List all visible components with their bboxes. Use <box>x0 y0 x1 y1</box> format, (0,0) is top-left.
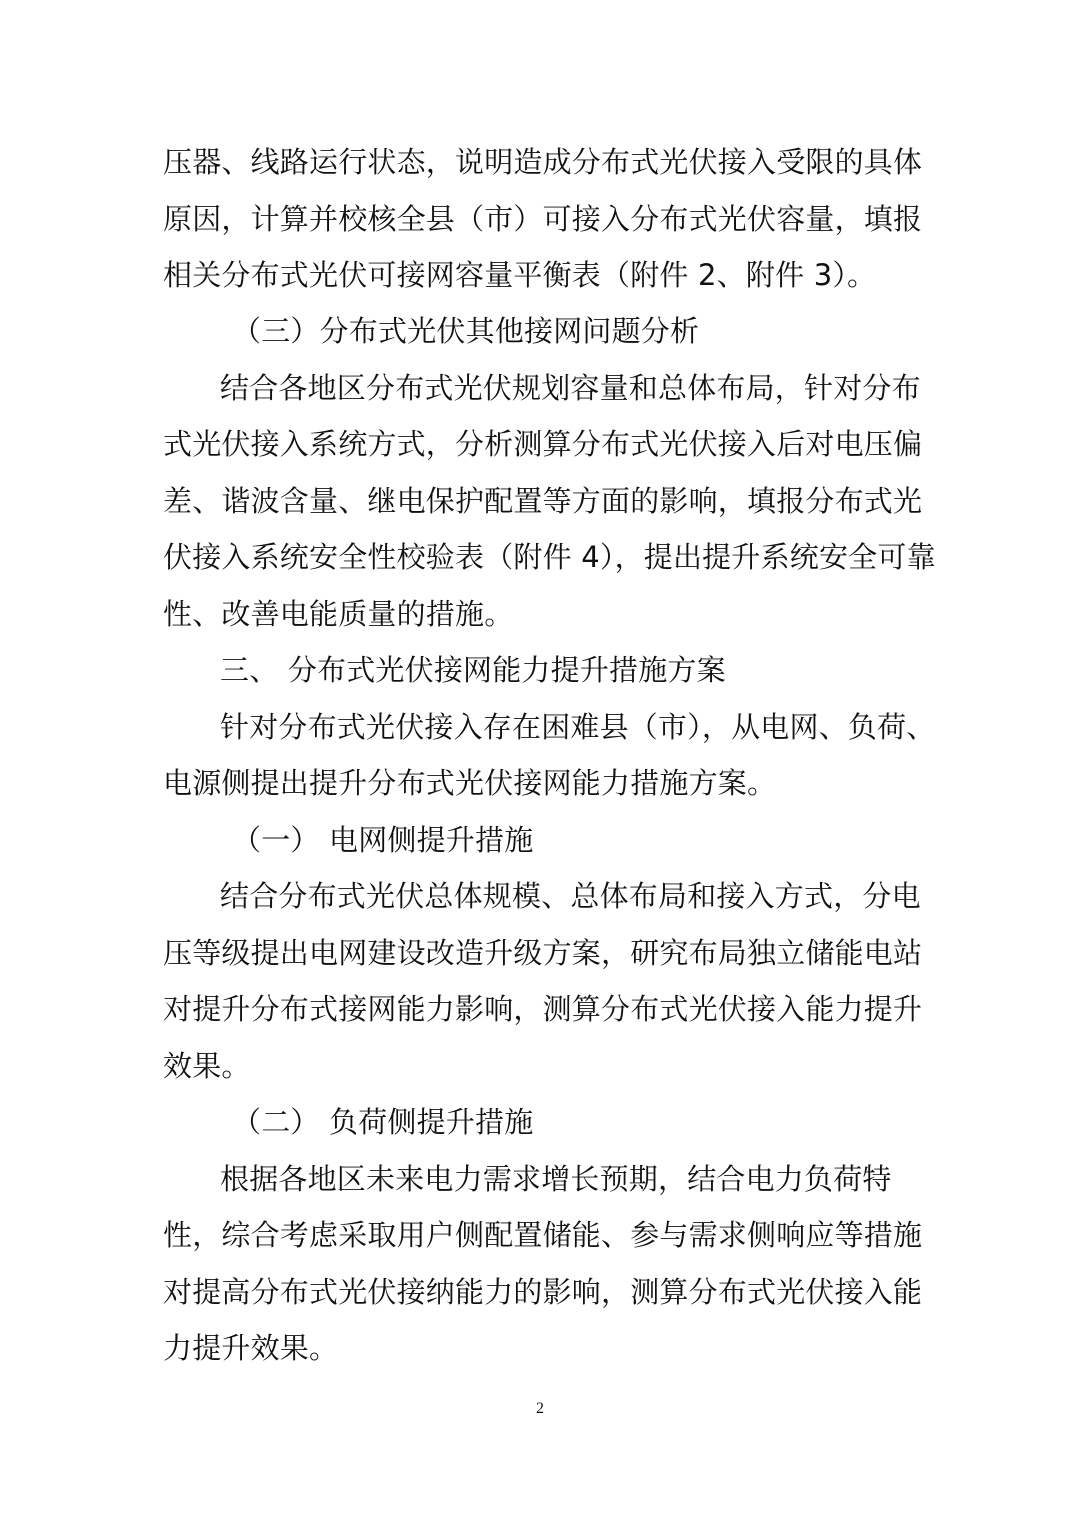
page-number: 2 <box>536 1400 544 1417</box>
body-text-line: 伏接入系统安全性校验表（附件 4），提出提升系统安全可靠 <box>163 540 936 574</box>
body-text-line: 结合分布式光伏总体规模、总体布局和接入方式，分电 <box>220 879 921 913</box>
body-text-line: 结合各地区分布式光伏规划容量和总体布局，针对分布 <box>220 371 921 405</box>
body-text-line: 式光伏接入系统方式，分析测算分布式光伏接入后对电压偏 <box>163 427 923 461</box>
body-text-line: 对提高分布式光伏接纳能力的影响，测算分布式光伏接入能 <box>163 1275 923 1309</box>
section-heading: （二） 负荷侧提升措施 <box>232 1105 534 1139</box>
body-text-line: 压器、线路运行状态，说明造成分布式光伏接入受限的具体 <box>163 145 923 179</box>
body-text-line: 压等级提出电网建设改造升级方案，研究布局独立储能电站 <box>163 936 923 970</box>
body-text-line: 性，综合考虑采取用户侧配置储能、参与需求侧响应等措施 <box>163 1218 923 1252</box>
body-text-line: 效果。 <box>163 1049 251 1083</box>
body-text-line: 电源侧提出提升分布式光伏接网能力措施方案。 <box>163 766 777 800</box>
body-text-line: 差、谐波含量、继电保护配置等方面的影响，填报分布式光 <box>163 484 923 518</box>
section-heading: （一） 电网侧提升措施 <box>232 823 534 857</box>
body-text-line: 根据各地区未来电力需求增长预期，结合电力负荷特 <box>220 1162 892 1196</box>
body-text-line: 对提升分布式接网能力影响，测算分布式光伏接入能力提升 <box>163 992 923 1026</box>
body-text-line: 原因，计算并校核全县（市）可接入分布式光伏容量，填报 <box>163 202 923 236</box>
body-text-line: 针对分布式光伏接入存在困难县（市），从电网、负荷、 <box>220 710 936 744</box>
body-text-line: 性、改善电能质量的措施。 <box>163 597 514 631</box>
section-heading: （三）分布式光伏其他接网问题分析 <box>232 314 700 348</box>
body-text-line: 相关分布式光伏可接网容量平衡表（附件 2、附件 3）。 <box>163 258 877 292</box>
section-heading: 三、 分布式光伏接网能力提升措施方案 <box>220 653 726 687</box>
body-text-line: 力提升效果。 <box>163 1331 339 1365</box>
